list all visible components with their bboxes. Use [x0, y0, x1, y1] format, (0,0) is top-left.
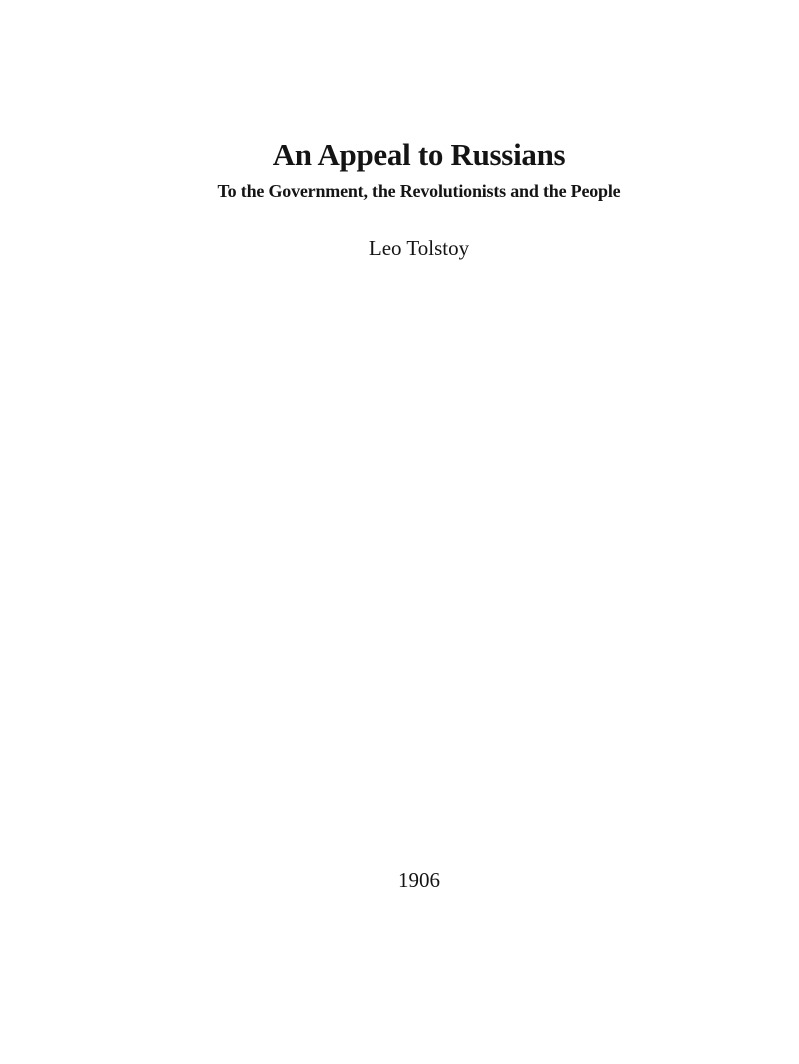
book-year: 1906: [398, 868, 440, 892]
book-author: Leo Tolstoy: [368, 236, 470, 260]
book-subtitle: To the Government, the Revolutionists and the People: [217, 181, 621, 201]
book-title: An Appeal to Russians: [272, 137, 566, 172]
